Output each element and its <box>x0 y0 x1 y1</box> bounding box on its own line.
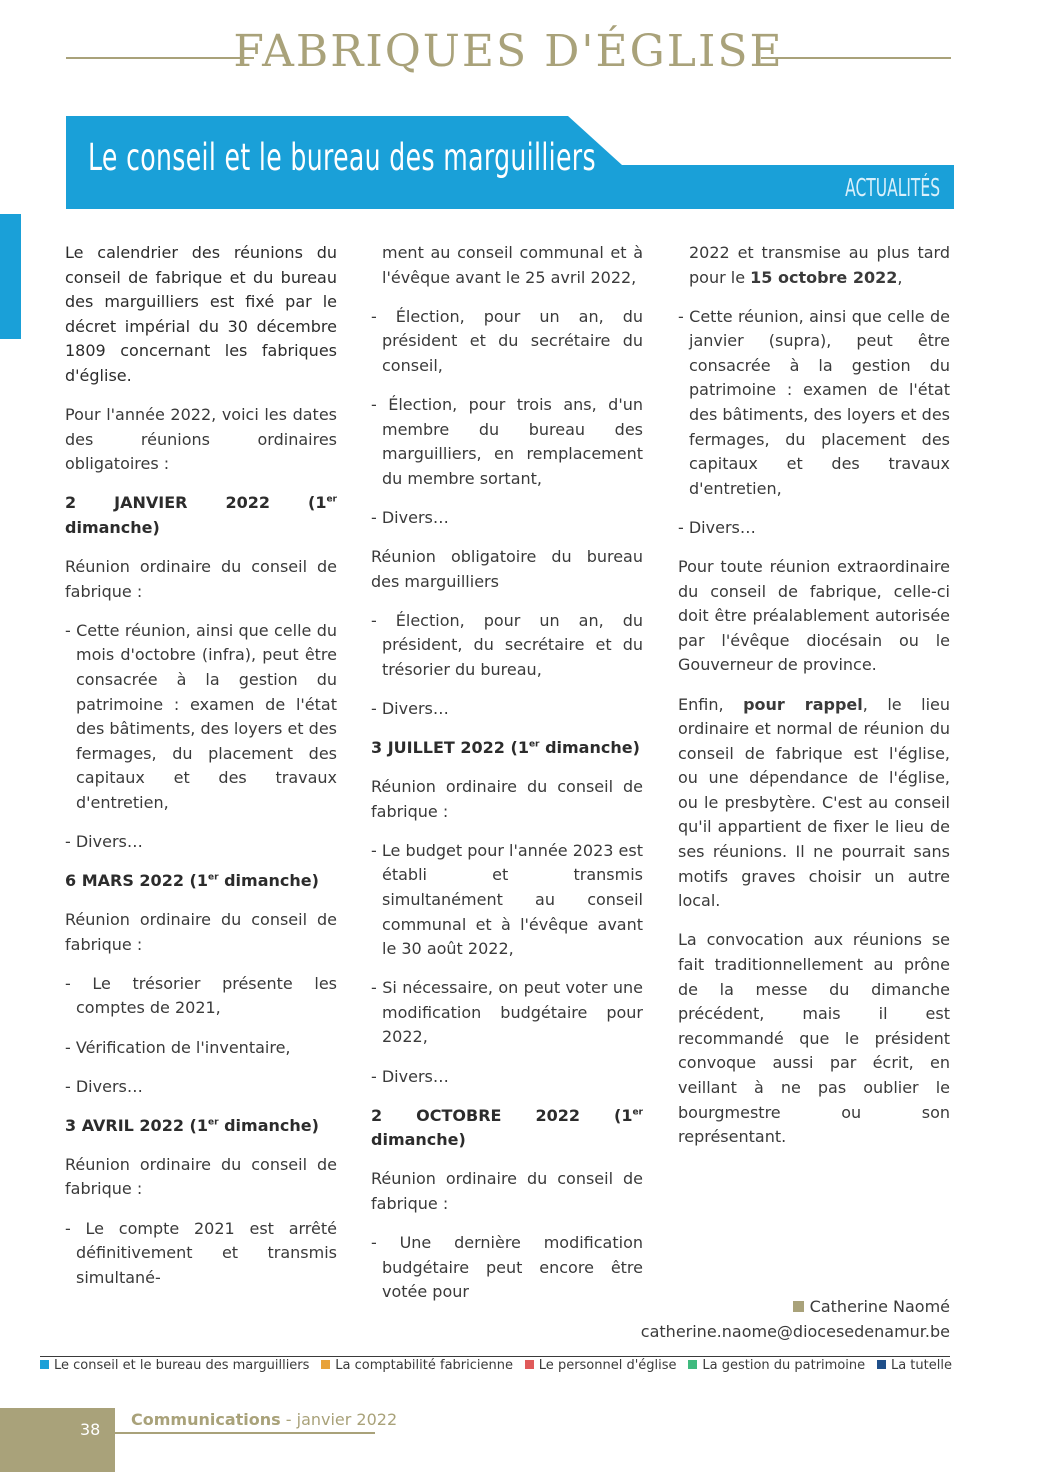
article-title: Le conseil et le bureau des marguilliers <box>88 136 596 179</box>
paragraph: Pour toute réunion extraordinaire du conseil de fabrique, celle-ci doit être préalablement autorisée par l'évêque diocésain ou le Gouverneur de province. <box>678 557 950 675</box>
column-2 <box>371 241 643 1319</box>
section-title: FABRIQUES D'ÉGLISE <box>233 26 784 77</box>
author-name-line <box>641 1294 950 1319</box>
page-number-box <box>0 1408 115 1472</box>
date-heading: 3 AVRIL 2022 (1er dimanche) <box>65 1115 319 1135</box>
paragraph: La convocation aux réunions se fait traditionnellement au prône de la messe du dimanche précédent, mais il est recommandé que le président convoque aussi par écrit, en veillant à ne pas oublier le bourgmestre ou son représentant. <box>678 930 950 1147</box>
list-item: - Le trésorier présente les comptes de 2021, <box>65 973 337 1018</box>
legend-square-icon <box>525 1360 534 1369</box>
list-item: - Élection, pour trois ans, d'un membre du bureau des marguilliers, en remplacement du membre sortant, <box>371 394 643 488</box>
list-item: - Divers… <box>371 1066 449 1086</box>
list-item: - Le budget pour l'année 2023 est établi et transmis simultanément au conseil communal et à l'évêque avant le 30 août 2022, <box>371 840 643 959</box>
legend-square-icon <box>40 1360 49 1369</box>
legend-item: Le conseil et le bureau des marguilliers <box>40 1358 309 1373</box>
list-item-continued: ment au conseil communal et à l'évêque avant le 25 avril 2022, <box>382 243 643 287</box>
meeting-heading: Réunion ordinaire du conseil de fabrique : <box>371 777 643 821</box>
list-item: - Cette réunion, ainsi que celle du mois d'octobre (infra), peut être consacrée à la gestion du patrimoine : examen de l'état des bâtiments, des loyers et des fermages, du placement des capitaux et des travaux d'entretien, <box>65 620 337 812</box>
category-tag: ACTUALITÉS <box>845 173 940 202</box>
column-1 <box>65 241 337 1305</box>
legend-item: La gestion du patrimoine <box>688 1358 865 1373</box>
legend-square-icon <box>688 1360 697 1369</box>
legend-square-icon <box>321 1360 330 1369</box>
legend-item: La comptabilité fabricienne <box>321 1358 513 1373</box>
intro-paragraph: Le calendrier des réunions du conseil de fabrique et du bureau des marguilliers est fixé par le décret impérial du 30 décembre 1809 concernant les fabriques d'église. <box>65 243 337 385</box>
date-heading: 2 OCTOBRE 2022 (1er dimanche) <box>371 1105 643 1150</box>
list-item: - Cette réunion, ainsi que celle de janvier (supra), peut être consacrée à la gestion du patrimoine : examen de l'état des bâtiments, des loyers et des fermages, du placement des capitaux et des travaux d'entretien, <box>678 306 950 498</box>
paragraph: Enfin, pour rappel, le lieu ordinaire et normal de réunion du conseil de fabrique est l'église, ou une dépendance de l'église, ou le presbytère. C'est au conseil qu'il appartient de fixer le lieu de ses réunions. Il ne pourrait sans motifs graves choisir un autre local. <box>678 694 951 911</box>
list-item: - Divers… <box>371 507 449 527</box>
publication-name: Communications <box>131 1410 281 1429</box>
paragraph: Pour l'année 2022, voici les dates des réunions ordinaires obligatoires : <box>65 405 337 474</box>
meeting-heading: Réunion ordinaire du conseil de fabrique : <box>65 1154 337 1199</box>
date-heading: 6 MARS 2022 (1er dimanche) <box>65 871 319 891</box>
legend-square-icon <box>877 1360 886 1369</box>
list-item: - Vérification de l'inventaire, <box>65 1037 291 1057</box>
list-item: - Si nécessaire, on peut voter une modification budgétaire pour 2022, <box>371 978 643 1047</box>
legend-item: La tutelle <box>877 1358 952 1373</box>
list-item: - Divers… <box>371 698 449 718</box>
list-item-continued: 2022 et transmise au plus tard pour le 15 octobre 2022, <box>689 243 950 287</box>
meeting-heading: Réunion ordinaire du conseil de fabrique : <box>65 910 337 954</box>
date-heading: 2 JANVIER 2022 (1er dimanche) <box>65 493 337 537</box>
publication-date: - janvier 2022 <box>280 1410 398 1429</box>
author-square-icon <box>793 1301 804 1312</box>
list-item: - Élection, pour un an, du président, du secrétaire et du trésorier du bureau, <box>371 610 643 679</box>
list-item: - Divers… <box>65 1076 143 1096</box>
page-number: 38 <box>80 1420 101 1439</box>
article-banner <box>66 116 954 209</box>
publication-rule <box>115 1432 375 1434</box>
list-item: - Élection, pour un an, du président et du secrétaire du conseil, <box>371 306 643 375</box>
meeting-heading: Réunion ordinaire du conseil de fabrique : <box>371 1169 643 1213</box>
masthead <box>66 22 951 82</box>
list-item: - Une dernière modification budgétaire peut encore être votée pour <box>371 1233 643 1302</box>
column-3 <box>678 241 950 1164</box>
author-email[interactable]: catherine.naome@diocesedenamur.be <box>640 1322 950 1341</box>
meeting-heading: Réunion ordinaire du conseil de fabrique : <box>65 557 337 601</box>
footer-rule <box>40 1356 950 1357</box>
list-item: - Divers… <box>65 831 143 851</box>
legend-item: Le personnel d'église <box>525 1358 677 1373</box>
date-heading: 3 JUILLET 2022 (1er dimanche) <box>371 738 640 757</box>
author-signature <box>641 1294 950 1344</box>
author-name: Catherine Naomé <box>809 1297 950 1316</box>
list-item: - Divers… <box>678 517 756 537</box>
topic-legend <box>40 1358 952 1373</box>
side-tab-marker <box>0 214 21 339</box>
meeting-heading: Réunion obligatoire du bureau des marguilliers <box>371 546 643 591</box>
publication-info <box>131 1410 397 1429</box>
list-item: - Le compte 2021 est arrêté définitivement et transmis simultané- <box>65 1218 337 1287</box>
